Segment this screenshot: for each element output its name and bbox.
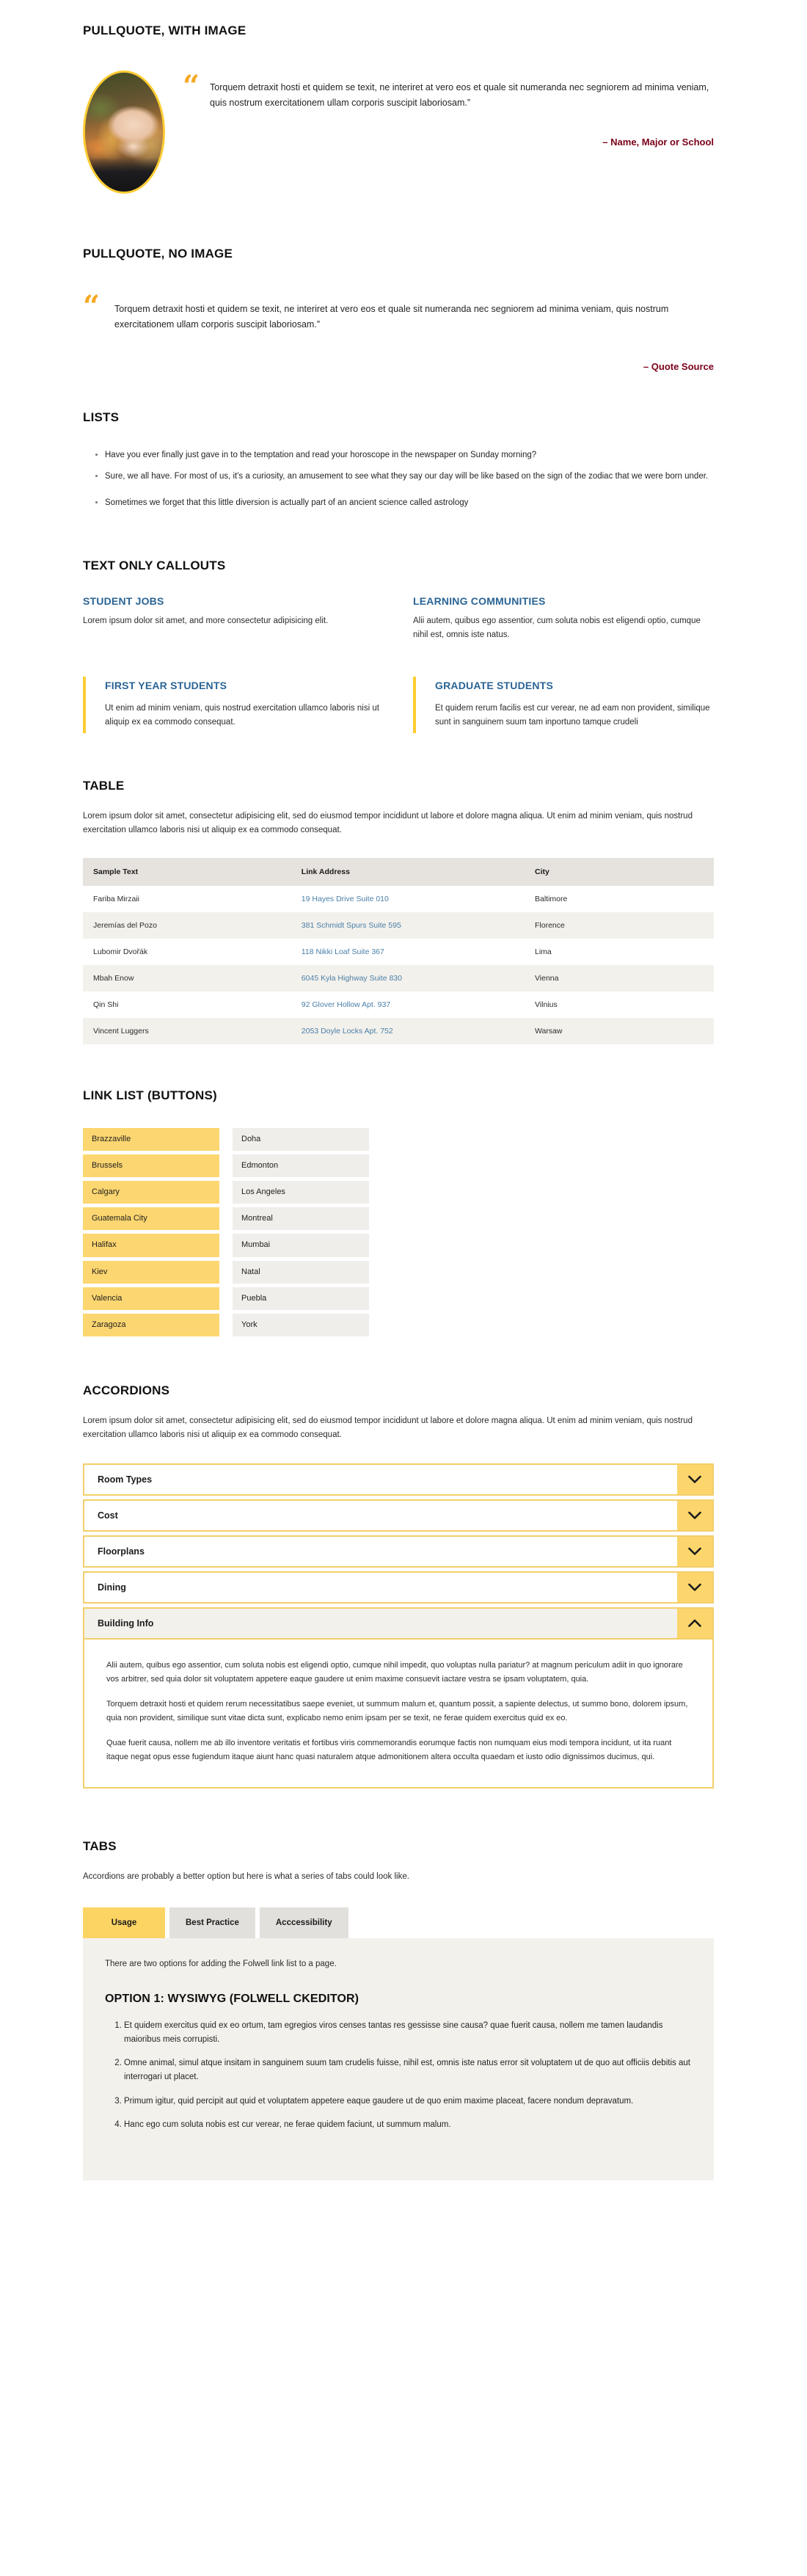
section-lists bbox=[83, 372, 714, 510]
callout-graduate-students bbox=[413, 677, 714, 733]
quote-mark-icon: “ bbox=[83, 289, 101, 324]
table-cell-city: Lima bbox=[525, 939, 714, 965]
tab-accessibility[interactable]: Acccessibility bbox=[260, 1907, 348, 1938]
link-button[interactable]: Natal bbox=[233, 1261, 369, 1284]
link-button[interactable]: Brussels bbox=[83, 1154, 219, 1177]
accordion-header[interactable] bbox=[83, 1535, 714, 1568]
page-title-tabs: TABS bbox=[83, 1839, 117, 1854]
accordion bbox=[83, 1463, 714, 1789]
chevron-down-icon[interactable] bbox=[677, 1573, 712, 1602]
page-title-pullquote-plain: PULLQUOTE, NO IMAGE bbox=[83, 247, 233, 261]
page-title-accordions: ACCORDIONS bbox=[83, 1383, 170, 1398]
callout-learning-communities bbox=[413, 595, 714, 641]
tab-panel-lead: There are two options for adding the Folwell link list to a page. bbox=[105, 1959, 337, 1968]
section-text-only-callouts bbox=[83, 517, 714, 734]
accordion-item-cost bbox=[83, 1499, 714, 1532]
table-cell-name: Fariba Mirzaii bbox=[83, 886, 291, 912]
list-item: • Sure, we all have. For most of us, it's a curiosity, an amusement to see what they say our day will be like based on the sign of the zodiac that we were born under. bbox=[105, 470, 714, 484]
table-row bbox=[83, 965, 714, 992]
accordion-paragraph: Alii autem, quibus ego assentior, cum soluta nobis est eligendi optio, cumque nihil impedit, quo voluptas nulla pariatur? at magnum periculum adiit in quo ignorare vos arbitrer, sed quia dolor sit voluptatem appetere eaque gaudere ut enim maxime consuevit iactare vestra se ipsam voluptatem, quia. bbox=[106, 1661, 683, 1684]
link-button[interactable]: Guatemala City bbox=[83, 1207, 219, 1230]
table-cell-city: Baltimore bbox=[525, 886, 714, 912]
table-cell-link bbox=[291, 992, 525, 1018]
list-item: 1. Et quidem exercitus quid ex eo ortum, tam egregios viros censes tantas res gessisse sine causa? quae fuerit causa, nollem me tamen laudandis maioribus meis corrupisti. bbox=[124, 2019, 692, 2046]
table-link[interactable]: 381 Schmidt Spurs Suite 595 bbox=[301, 920, 401, 930]
accordion-item-building-info bbox=[83, 1607, 714, 1789]
callout-first-year-students bbox=[83, 677, 384, 733]
link-button[interactable]: York bbox=[233, 1314, 369, 1336]
tab-panel-heading: OPTION 1: WYSIWYG (FOLWELL CKEDITOR) bbox=[105, 1993, 359, 2006]
link-button[interactable]: Montreal bbox=[233, 1207, 369, 1230]
callout-body: Ut enim ad minim veniam, quis nostrud exercitation ullamco laboris nisi ut aliquip ex ea commodo consequat. bbox=[105, 704, 379, 727]
accordion-item-room-types bbox=[83, 1463, 714, 1496]
chevron-down-icon[interactable] bbox=[677, 1501, 712, 1530]
page-title-link-list: LINK LIST (BUTTONS) bbox=[83, 1088, 217, 1102]
accordion-header[interactable] bbox=[83, 1607, 714, 1640]
accordion-header[interactable] bbox=[83, 1571, 714, 1604]
link-button[interactable]: Valencia bbox=[83, 1287, 219, 1310]
link-list-grid bbox=[83, 1128, 714, 1337]
table-cell-link bbox=[291, 912, 525, 939]
link-button[interactable]: Doha bbox=[233, 1128, 369, 1151]
table-cell-name: Mbah Enow bbox=[83, 965, 291, 992]
quote-mark-icon: “ bbox=[183, 69, 200, 103]
link-list-column-right bbox=[233, 1128, 369, 1337]
tab-panel bbox=[83, 1938, 714, 2180]
accordion-header[interactable] bbox=[83, 1499, 714, 1532]
list-item: 2. Omne animal, simul atque insitam in sanguinem suum tam crudelis fuisse, nihil est, omnis iste natus error sit voluptatem ut de quo aut officiis debitis aut interrogari ut placet. bbox=[124, 2056, 692, 2084]
table-row bbox=[83, 939, 714, 965]
chevron-down-icon[interactable] bbox=[677, 1537, 712, 1566]
page-title-pullquote-image: PULLQUOTE, WITH IMAGE bbox=[83, 23, 247, 37]
table-row bbox=[83, 992, 714, 1018]
link-button[interactable]: Halifax bbox=[83, 1234, 219, 1256]
table-intro-text: Lorem ipsum dolor sit amet, consectetur adipisicing elit, sed do eiusmod tempor incididunt ut labore et dolore magna aliqua. Ut enim ad minim veniam, quis nostrud exercitation ullamco laboris nisi ut aliquip ex ea commodo consequat. bbox=[83, 812, 693, 834]
list-item: • Sometimes we forget that this little diversion is actually part of an ancient science called astrology bbox=[105, 496, 714, 510]
table-cell-name: Qin Shi bbox=[83, 992, 291, 1018]
table-column-header: Link Address bbox=[291, 858, 525, 886]
bulleted-list bbox=[83, 448, 714, 510]
table-cell-name: Vincent Luggers bbox=[83, 1018, 291, 1044]
section-pullquote-no-image bbox=[83, 194, 714, 372]
avatar-photo-shadow bbox=[85, 158, 163, 192]
callout-row-bordered bbox=[83, 677, 714, 733]
table-cell-city: Florence bbox=[525, 912, 714, 939]
table-row bbox=[83, 912, 714, 939]
table-cell-city: Warsaw bbox=[525, 1018, 714, 1044]
accordion-label: Floorplans bbox=[98, 1546, 145, 1557]
table-link[interactable]: 2053 Doyle Locks Apt. 752 bbox=[301, 1026, 393, 1036]
table-cell-name: Lubomir Dvořák bbox=[83, 939, 291, 965]
chevron-up-icon[interactable] bbox=[677, 1609, 712, 1638]
pullquote-text: Torquem detraxit hosti et quidem se texit, ne interiret at vero eos et quale sit numeranda nec segniorem ad minima veniam, quis nostrum exercitationem ullam corporis suscipit laboriosam.” bbox=[114, 303, 669, 330]
link-button[interactable]: Los Angeles bbox=[233, 1181, 369, 1204]
avatar bbox=[83, 70, 165, 194]
table-link[interactable]: 19 Hayes Drive Suite 010 bbox=[301, 894, 389, 903]
table-cell-city: Vienna bbox=[525, 965, 714, 992]
table-cell-link bbox=[291, 886, 525, 912]
callout-body: Et quidem rerum facilis est cur verear, ne ad eam non provident, similique sunt in sanguinem suum tam inportuno tamque crudeli bbox=[435, 704, 710, 727]
tab-strip bbox=[83, 1907, 714, 1938]
link-button[interactable]: Calgary bbox=[83, 1181, 219, 1204]
tab-best-practice[interactable]: Best Practice bbox=[169, 1907, 255, 1938]
accordion-item-dining bbox=[83, 1571, 714, 1604]
section-accordions bbox=[83, 1336, 714, 1789]
table-link[interactable]: 118 Nikki Loaf Suite 367 bbox=[301, 947, 384, 956]
table-cell-link bbox=[291, 965, 525, 992]
table-row bbox=[83, 1018, 714, 1044]
accordion-label: Cost bbox=[98, 1510, 118, 1521]
pullquote-attribution: – Name, Major or School bbox=[602, 137, 714, 148]
accordion-label: Dining bbox=[98, 1582, 126, 1593]
numbered-list bbox=[105, 2019, 692, 2132]
link-list-column-left bbox=[83, 1128, 219, 1337]
page-title-table: TABLE bbox=[83, 779, 125, 793]
callout-row-plain bbox=[83, 595, 714, 641]
callout-accent-bar bbox=[83, 677, 384, 733]
callout-heading: GRADUATE STUDENTS bbox=[435, 680, 554, 692]
section-table bbox=[83, 733, 714, 1044]
table-column-header: Sample Text bbox=[83, 858, 291, 886]
section-pullquote-with-image bbox=[83, 0, 714, 194]
pullquote-with-image bbox=[83, 70, 714, 194]
page-title-callouts: TEXT ONLY CALLOUTS bbox=[83, 558, 226, 572]
chevron-down-icon[interactable] bbox=[677, 1465, 712, 1494]
link-button[interactable]: Brazzaville bbox=[83, 1128, 219, 1151]
data-table bbox=[83, 858, 714, 1044]
accordion-paragraph: Torquem detraxit hosti et quidem rerum necessitatibus saepe eveniet, ut summum malum et, quantum possit, a sapiente delectus, ut summo bono, dolorem ipsum, quia non provident, similique sunt vitae dicta sunt, explicabo nemo enim ipsam per se texit, ne ferae quidem exercitus quid ex eo. bbox=[106, 1700, 688, 1722]
link-button[interactable]: Edmonton bbox=[233, 1154, 369, 1177]
table-link[interactable]: 6045 Kyla Highway Suite 830 bbox=[301, 973, 402, 983]
link-button[interactable]: Zaragoza bbox=[83, 1314, 219, 1336]
accordion-panel bbox=[83, 1640, 714, 1789]
section-link-list bbox=[83, 1044, 714, 1337]
callout-heading: LEARNING COMMUNITIES bbox=[413, 594, 546, 607]
pullquote-attribution: – Quote Source bbox=[643, 361, 714, 372]
link-button[interactable]: Kiev bbox=[83, 1261, 219, 1284]
callout-student-jobs bbox=[83, 595, 384, 641]
table-row bbox=[83, 886, 714, 912]
list-item: • Have you ever finally just gave in to the temptation and read your horoscope in the newspaper on Sunday morning? bbox=[105, 448, 714, 462]
pullquote-no-image bbox=[83, 289, 714, 342]
link-button[interactable]: Mumbai bbox=[233, 1234, 369, 1256]
page-title-lists: LISTS bbox=[83, 410, 120, 424]
table-cell-link bbox=[291, 939, 525, 965]
list-item: 3. Primum igitur, quid percipit aut quid et voluptatem appetere eaque gaudere ut de quo enim maxime placeat, facere nondum depravatum. bbox=[124, 2095, 692, 2109]
table-cell-name: Jeremías del Pozo bbox=[83, 912, 291, 939]
table-column-header: City bbox=[525, 858, 714, 886]
callout-accent-bar bbox=[413, 677, 714, 733]
table-cell-link bbox=[291, 1018, 525, 1044]
pullquote-text: Torquem detraxit hosti et quidem se texit, ne interiret at vero eos et quale sit numeranda nec segniorem ad minima veniam, quis nostrum exercitationem ullam corporis suscipit laboriosam.” bbox=[210, 81, 709, 108]
table-header-row bbox=[83, 858, 714, 886]
accordion-item-floorplans bbox=[83, 1535, 714, 1568]
callout-body: Lorem ipsum dolor sit amet, and more consectetur adipisicing elit. bbox=[83, 616, 329, 625]
accordion-paragraph: Quae fuerit causa, nollem me ab illo inventore veritatis et fortibus viris commemorandis eorumque factis non numquam eius modi tempora incidunt, ut ita ruant itaque negat opus esse fugiendum itaque aiunt hanc quasi naturalem atque admonitionem altera occulta quaedam et iusto odio dignissimos ducimus, qui. bbox=[106, 1739, 672, 1761]
tabs-intro-text: Accordions are probably a better option but here is what a series of tabs could look like. bbox=[83, 1872, 409, 1882]
table-cell-city: Vilnius bbox=[525, 992, 714, 1018]
section-tabs bbox=[83, 1792, 714, 2210]
callout-heading: FIRST YEAR STUDENTS bbox=[105, 680, 227, 692]
accordion-header[interactable] bbox=[83, 1463, 714, 1496]
table-link[interactable]: 92 Glover Hollow Apt. 937 bbox=[301, 1000, 391, 1009]
accordions-intro-text: Lorem ipsum dolor sit amet, consectetur adipisicing elit, sed do eiusmod tempor incididunt ut labore et dolore magna aliqua. Ut enim ad minim veniam, quis nostrud exercitation ullamco laboris nisi ut aliquip ex ea commodo consequat. bbox=[83, 1416, 693, 1439]
callout-body: Alii autem, quibus ego assentior, cum soluta nobis est eligendi optio, cumque nihil est, omnis iste natus. bbox=[413, 616, 701, 639]
accordion-label: Building Info bbox=[98, 1618, 154, 1629]
tab-usage[interactable]: Usage bbox=[83, 1907, 165, 1938]
pullquote-text-area bbox=[165, 70, 714, 148]
accordion-label: Room Types bbox=[98, 1474, 153, 1485]
list-item: 4. Hanc ego cum soluta nobis est cur verear, ne ferae quidem faciunt, ut summum malum. bbox=[124, 2118, 692, 2132]
callout-heading: STUDENT JOBS bbox=[83, 594, 164, 607]
link-button[interactable]: Puebla bbox=[233, 1287, 369, 1310]
